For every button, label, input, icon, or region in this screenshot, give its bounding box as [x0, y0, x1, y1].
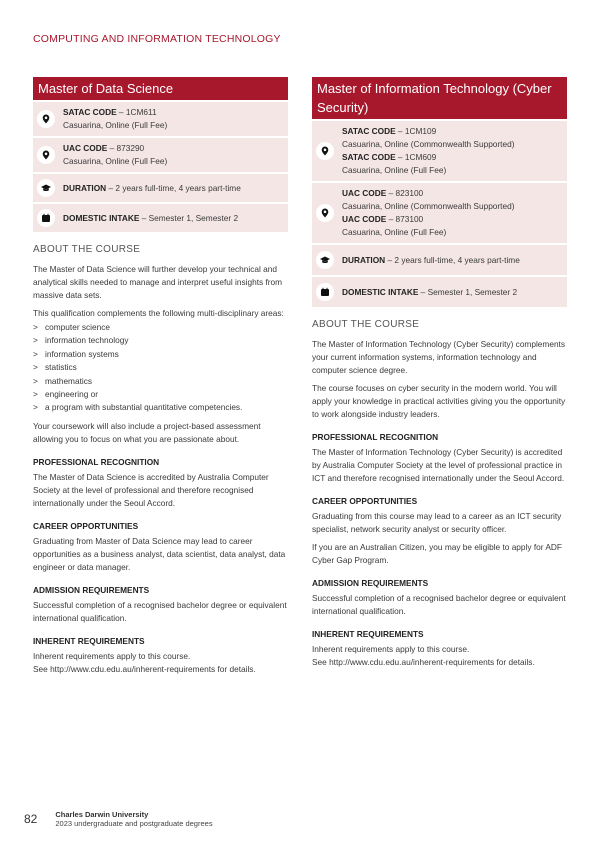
about-paragraph: This qualification complements the following multi-disciplinary areas:	[33, 308, 284, 318]
code-label: UAC CODE	[342, 214, 387, 224]
uac-row	[33, 138, 288, 172]
list-item: > engineering or	[33, 388, 288, 401]
location-pin-icon	[316, 142, 334, 160]
duration-value: – 2 years full-time, 4 years part-time	[385, 254, 520, 265]
professional-recognition-heading: PROFESSIONAL RECOGNITION	[312, 432, 439, 442]
graduation-cap-icon	[37, 179, 55, 197]
satac-row	[33, 102, 288, 136]
page-number: 82	[24, 812, 38, 826]
course-cyber-security	[312, 77, 567, 669]
admission-text: Successful completion of a recognised bachelor degree or equivalent international qualification.	[33, 599, 287, 623]
code-location: Casuarina, Online (Full Fee)	[342, 227, 447, 237]
professional-recognition-text: The Master of Data Science is accredited by Australia Computer Society at the level of professional and therefore recognised internationally under the Seoul Accord.	[33, 471, 269, 508]
list-item: > a program with substantial quantitative competencies.	[33, 401, 288, 414]
duration-label: DURATION	[63, 182, 107, 193]
code-label: SATAC CODE	[342, 126, 396, 136]
code-location: Casuarina, Online (Full Fee)	[342, 165, 447, 175]
about-paragraph: The course focuses on cyber security in the modern world. You will apply your knowledge in practical activities giving you the opportunity to work alongside industry leaders.	[312, 383, 566, 419]
course-title: Master of Information Technology (Cyber Security)	[312, 77, 567, 119]
list-item: > statistics	[33, 361, 288, 374]
admission-heading: ADMISSION REQUIREMENTS	[312, 578, 429, 588]
code-location: Casuarina, Online (Full Fee)	[63, 156, 168, 166]
code-label: UAC CODE	[63, 143, 108, 153]
location-pin-icon	[37, 110, 55, 128]
duration-value: – 2 years full-time, 4 years part-time	[106, 182, 241, 193]
intake-label: DOMESTIC INTAKE	[342, 286, 419, 297]
code-value: – 873100	[386, 214, 424, 224]
duration-label: DURATION	[342, 254, 386, 265]
calendar-icon	[37, 209, 55, 227]
list-item: > information systems	[33, 348, 288, 361]
professional-recognition-heading: PROFESSIONAL RECOGNITION	[33, 456, 160, 467]
course-data-science	[33, 77, 288, 676]
inherent-link[interactable]: See http://www.cdu.edu.au/inherent-requirements for details.	[312, 657, 535, 667]
satac-row	[312, 121, 567, 181]
university-name: Charles Darwin University	[55, 810, 149, 819]
code-value: – 1CM609	[395, 152, 437, 162]
about-heading: ABOUT THE COURSE	[33, 244, 141, 255]
code-label: UAC CODE	[342, 188, 387, 198]
about-paragraph: The Master of Information Technology (Cyber Security) complements your current information systems, information technology and computer science degree.	[312, 339, 566, 375]
list-item: > mathematics	[33, 375, 288, 388]
career-heading: CAREER OPPORTUNITIES	[312, 496, 418, 506]
code-label: SATAC CODE	[342, 152, 396, 162]
location-pin-icon	[37, 146, 55, 164]
section-title: COMPUTING AND INFORMATION TECHNOLOGY	[33, 33, 281, 45]
code-location: Casuarina, Online (Commonwealth Supported)	[342, 139, 515, 149]
inherent-text: Inherent requirements apply to this course.	[312, 644, 470, 654]
duration-row	[312, 245, 567, 275]
areas-list	[33, 321, 288, 415]
code-label: SATAC CODE	[63, 107, 117, 117]
publication-subtitle: 2023 undergraduate and postgraduate degrees	[55, 819, 213, 828]
professional-recognition-text: The Master of Information Technology (Cyber Security) is accredited by Australia Computer Society at the level of professional practice in ICT and therefore recognised internationally under the Seoul Accord.	[312, 447, 565, 483]
career-text: If you are an Australian Citizen, you may be eligible to apply for ADF Cyber Gap Program.	[312, 542, 562, 565]
code-value: – 1CM109	[395, 126, 437, 136]
inherent-heading: INHERENT REQUIREMENTS	[33, 635, 145, 646]
code-location: Casuarina, Online (Full Fee)	[63, 120, 168, 130]
intake-value: – Semester 1, Semester 2	[139, 212, 239, 223]
inherent-link[interactable]: See http://www.cdu.edu.au/inherent-requirements for details.	[33, 663, 256, 674]
about-paragraph: Your coursework will also include a project-based assessment allowing you to focus on what you are passionate about.	[33, 420, 261, 444]
code-location: Casuarina, Online (Commonwealth Supported)	[342, 201, 515, 211]
code-value: – 873290	[107, 143, 145, 153]
admission-heading: ADMISSION REQUIREMENTS	[33, 584, 150, 595]
course-title: Master of Data Science	[33, 77, 288, 100]
graduation-cap-icon	[316, 251, 334, 269]
career-text: Graduating from this course may lead to a career as an ICT security specialist, network security analyst or security officer.	[312, 511, 562, 534]
inherent-heading: INHERENT REQUIREMENTS	[312, 629, 424, 639]
list-item: > computer science	[33, 321, 288, 334]
location-pin-icon	[316, 204, 334, 222]
about-paragraph: The Master of Data Science will further develop your technical and analytical skills needed to manage and interpret useful insights from massive data sets.	[33, 264, 283, 300]
admission-text: Successful completion of a recognised bachelor degree or equivalent international qualification.	[312, 593, 566, 616]
about-heading: ABOUT THE COURSE	[312, 319, 420, 330]
duration-row	[33, 174, 288, 202]
uac-row	[312, 183, 567, 243]
intake-row	[312, 277, 567, 307]
calendar-icon	[316, 283, 334, 301]
career-heading: CAREER OPPORTUNITIES	[33, 520, 139, 531]
code-value: – 823100	[386, 188, 424, 198]
code-value: – 1CM611	[116, 107, 157, 117]
footer	[24, 810, 213, 828]
intake-row	[33, 204, 288, 232]
intake-value: – Semester 1, Semester 2	[418, 286, 518, 297]
career-text: Graduating from Master of Data Science may lead to career opportunities as a business analyst, data scientist, data analyst, data engineer or data manager.	[33, 535, 286, 572]
intake-label: DOMESTIC INTAKE	[63, 212, 140, 223]
list-item: > information technology	[33, 334, 288, 347]
inherent-text: Inherent requirements apply to this course.	[33, 650, 191, 661]
